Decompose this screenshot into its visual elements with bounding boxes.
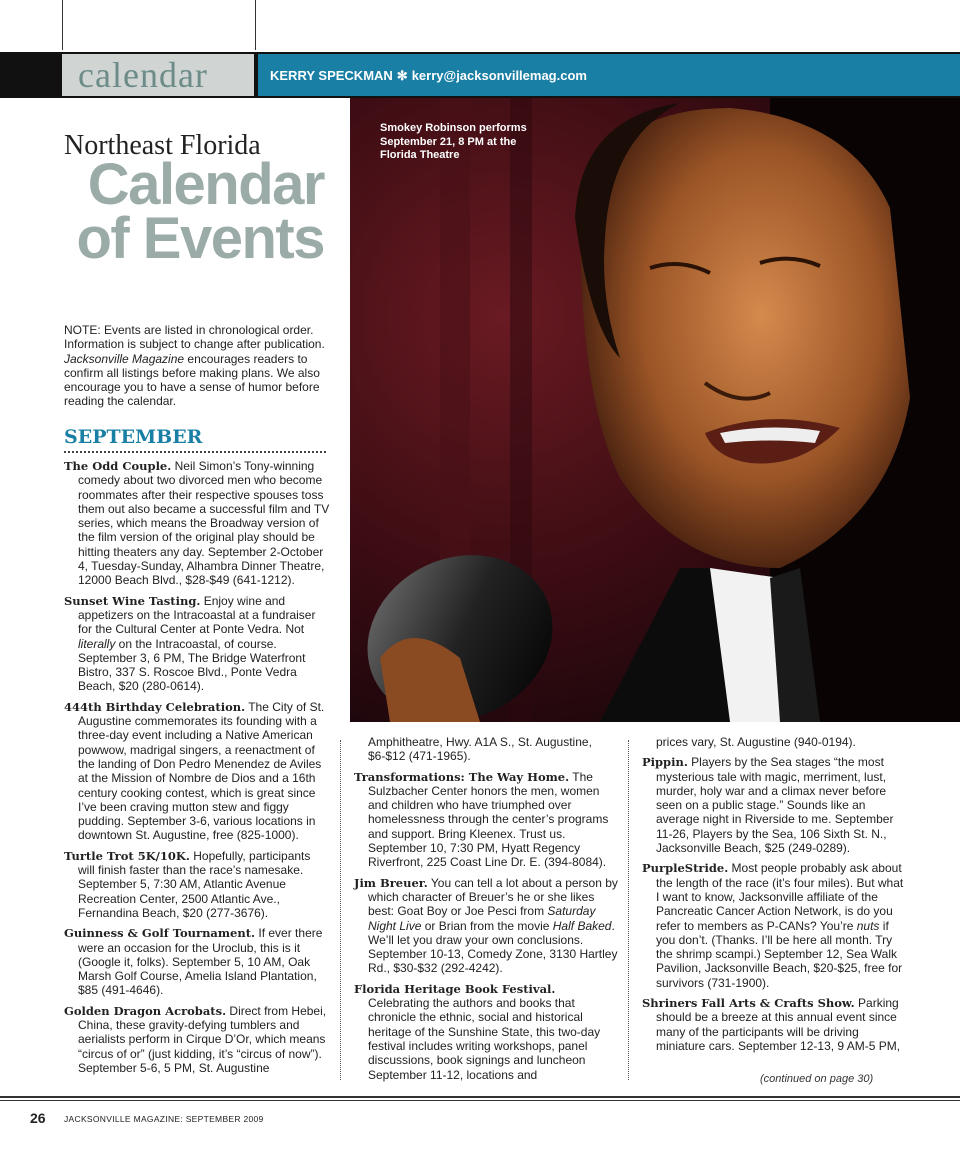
events-column-1	[64, 459, 330, 1081]
event-entry	[642, 861, 908, 990]
event-entry	[64, 849, 330, 920]
event-entry	[64, 700, 330, 843]
event-body: Most people probably ask about the length of the race (it’s four miles). But what I want to know, Jacksonville affiliate of the Pancreatic Cancer Action Network, is do you refer to members as P-CANs? You’re	[656, 861, 904, 933]
page-title-line1: Calendar	[87, 152, 324, 217]
event-entry	[354, 770, 618, 870]
event-body: . We’ll let you draw your own conclusions. September 10-13, Comedy Zone, 3130 Hartley Rd., $30-$32 (292-4242).	[368, 918, 618, 976]
event-entry	[354, 982, 618, 1082]
event-body: on the Intracoastal, of course. September 3, 6 PM, The Bridge Waterfront Bistro, 337 S. Roscoe Blvd., Ponte Vedra Beach, $20 (280-0614).	[78, 636, 306, 694]
continued-note: (continued on page 30)	[760, 1073, 874, 1085]
folio-magazine: JACKSONVILLE MAGAZINE	[64, 1114, 181, 1124]
event-title: Transformations: The Way Home.	[354, 769, 570, 784]
page-number: 26	[30, 1110, 46, 1126]
event-entry	[642, 755, 908, 855]
event-body: Enjoy wine and appetizers on the Intracoastal at a fundraiser for the Cultural Center at Ponte Vedra. Not	[78, 593, 316, 637]
event-emphasis: literally	[78, 636, 116, 651]
event-body: The City of St. Augustine commemorates its founding with a three-day event including a Native American powwow, madrigal singers, a reenactment of the landing of Don Pedro Menendez de Aviles at the Mission of Nombre de Dios and a 16th century cooking contest, which is great since I’ve been craving mutton stew and figgy pudding. September 3-6, various locations in downtown St. Augustine, free (825-1000).	[78, 699, 325, 843]
section-label	[62, 54, 254, 96]
folio: JACKSONVILLE MAGAZINE: SEPTEMBER 2009	[64, 1114, 264, 1124]
author-email[interactable]: kerry@jacksonvillemag.com	[411, 68, 587, 83]
event-body: Direct from Hebei, China, these gravity-defying tumblers and aerialists perform in Cirque D’Or, which means “circus of or” (just kidding, it’s “circus of now”). September 5-6, 5 PM, St. Augustine	[78, 1003, 327, 1075]
event-title: Florida Heritage Book Festival.	[354, 981, 556, 996]
event-continued-text: Amphitheatre, Hwy. A1A S., St. Augustine, $6-$12 (471-1965).	[368, 735, 592, 764]
header-frame	[62, 0, 256, 50]
editor-note	[64, 323, 334, 409]
event-emphasis: Saturday Night Live	[368, 904, 596, 933]
event-entry	[642, 996, 908, 1053]
event-title: Golden Dragon Acrobats.	[64, 1003, 227, 1018]
note-text-1: NOTE: Events are listed in chronological order. Information is subject to change after publication.	[64, 323, 325, 352]
event-emphasis: nuts	[856, 918, 880, 933]
author-name: KERRY SPECKMAN	[270, 68, 393, 83]
event-entry	[64, 459, 330, 588]
page-title-region: Northeast Florida	[64, 130, 261, 161]
section-label-text: calendar	[78, 55, 208, 95]
event-continued-text: prices vary, St. Augustine (940-0194).	[656, 735, 856, 749]
footer-rule	[0, 1096, 960, 1098]
events-column-2	[354, 735, 618, 1088]
page-title-line2: of Events	[76, 206, 324, 271]
month-heading: SEPTEMBER	[64, 426, 326, 453]
event-body: Celebrating the authors and books that chronicle the ethnic, social and historical heritage of the Sunshine State, this two-day festival includes writing workshops, panel discussions, book signings and luncheon September 11-12, locations and	[368, 996, 601, 1082]
event-entry	[354, 876, 618, 976]
event-title: 444th Birthday Celebration.	[64, 699, 246, 714]
event-body: If ever there were an occasion for the Uroclub, this is it (Google it, folks). September 5, 10 AM, Oak Marsh Golf Course, Amelia Island Plantation, $85 (491-4646).	[78, 926, 323, 998]
author-credit	[270, 54, 587, 96]
event-title: Turtle Trot 5K/10K.	[64, 848, 190, 863]
note-text-2: encourages readers to confirm all listings before making plans. We also encourage you to have a sense of humor before reading the calendar.	[64, 351, 320, 409]
event-title: PurpleStride.	[642, 861, 729, 876]
event-title: Sunset Wine Tasting.	[64, 593, 201, 608]
note-magazine-name: Jacksonville Magazine	[64, 351, 185, 366]
footer-rule	[0, 1100, 960, 1101]
event-body: The Sulzbacher Center honors the men, women and children who have triumphed over homelessness through the center’s programs and support. Bring Kleenex. Trust us. September 10, 7:30 PM, Hyatt Regency Riverfront, 225 Coast Line Dr. E. (394-8084).	[368, 769, 609, 870]
event-title: Jim Breuer.	[354, 875, 428, 890]
event-title: Guinness & Golf Tournament.	[64, 926, 256, 941]
separator-icon: ✻	[396, 68, 408, 83]
photo-caption: Smokey Robinson performs September 21, 8 PM at the Florida Theatre	[380, 122, 527, 161]
column-divider	[340, 740, 341, 1080]
event-body: if you don’t. (Thanks. I’ll be here all month. Try the shrimp scampi.) September 12, Sea Walk Pavilion, Jacksonville Beach, $20-$25, free for survivors (731-1900).	[656, 918, 903, 990]
event-entry	[64, 926, 330, 997]
event-entry	[64, 594, 330, 694]
singer-photo-illustration	[350, 98, 960, 722]
event-emphasis: Half Baked	[552, 918, 612, 933]
event-body: Neil Simon’s Tony-winning comedy about two divorced men who become roommates after their respective spouses toss them out also became a successful film and TV series, which means the Broadway version of the film version of the original play should be hitting theaters any day. September 2-October 4, Tuesday-Sunday, Alhambra Dinner Theatre, 12000 Beach Blvd., $28-$49 (641-1212).	[78, 459, 330, 588]
event-title: The Odd Couple.	[64, 459, 172, 473]
event-title: Pippin.	[642, 755, 688, 770]
event-title: Shriners Fall Arts & Crafts Show.	[642, 996, 855, 1011]
events-column-3	[642, 735, 908, 1059]
folio-issue: SEPTEMBER 2009	[185, 1114, 264, 1124]
event-body: You can tell a lot about a person by which character of Breuer’s he or she likes best: Goat Boy or Joe Pesci from	[368, 875, 618, 919]
event-body: Hopefully, participants will finish faster than the race’s namesake. September 5, 7:30 AM, Atlantic Avenue Recreation Center, 2500 Atlantic Ave., Fernandina Beach, $20 (277-3676).	[78, 848, 311, 920]
event-entry	[64, 1004, 330, 1075]
feature-photo	[350, 98, 960, 722]
event-body: Players by the Sea stages “the most mysterious tale with magic, merriment, lust, murder, holy war and a climax never before seen on a public stage.” Sounds like an average night in Riverside to me. September 11-26, Players by the Sea, 106 Sixth St. N., Jacksonville Beach, $25 (249-0289).	[656, 755, 894, 856]
page-title	[64, 152, 324, 271]
event-body: or Brian from the movie	[421, 918, 553, 933]
event-body: Parking should be a breeze at this annual event since many of the participants will be driving miniature cars. September 12-13, 9 AM-5 PM,	[656, 996, 901, 1053]
column-divider	[628, 740, 629, 1080]
